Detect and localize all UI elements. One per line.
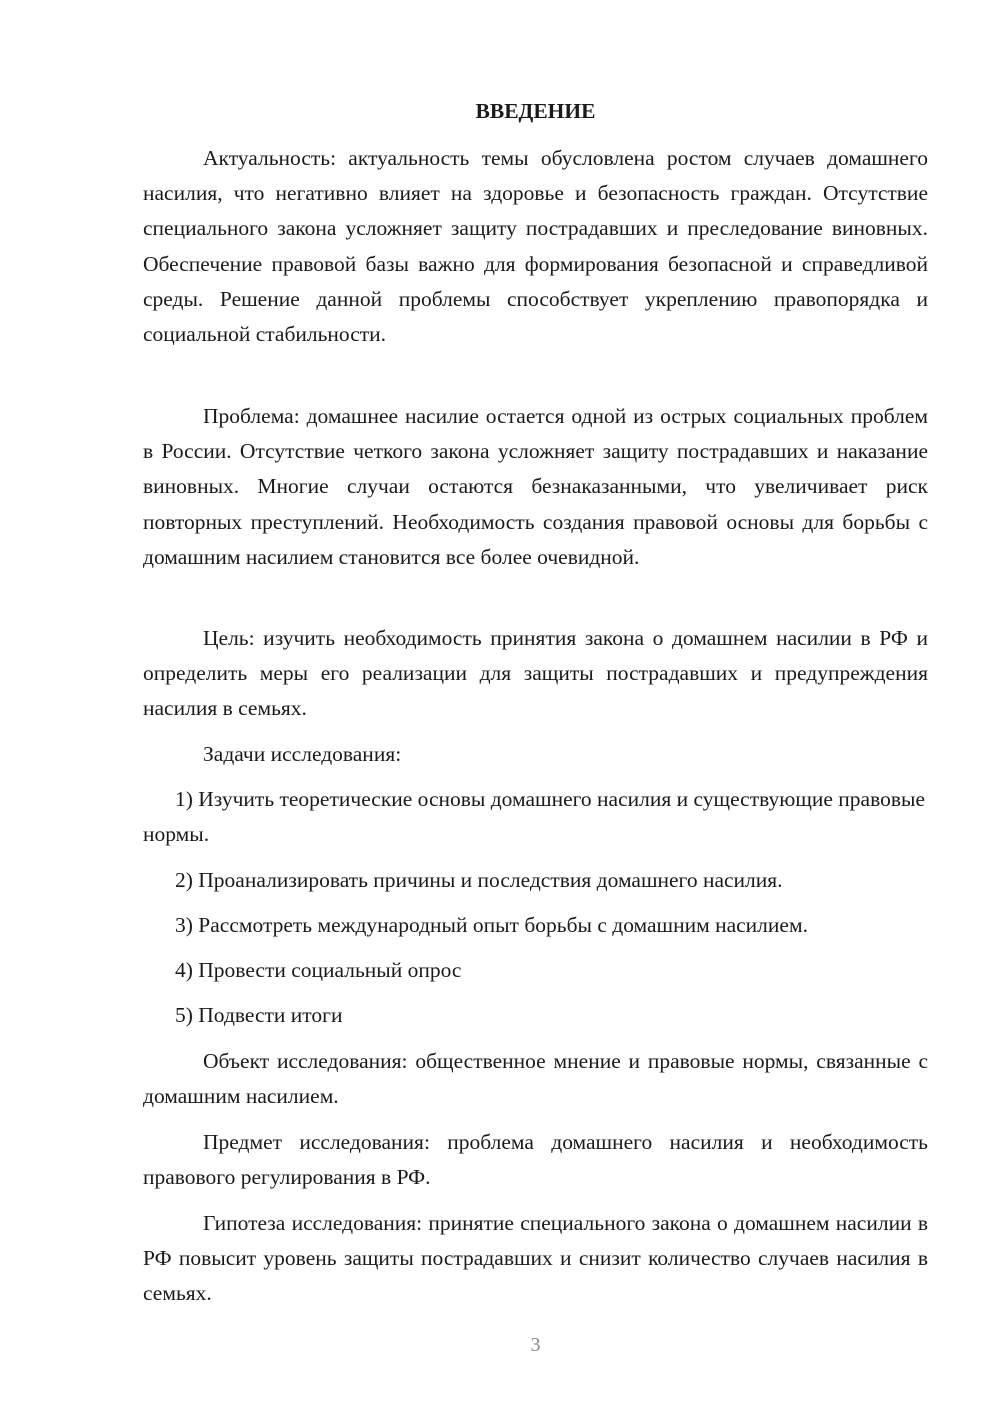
task-item-5: 5) Подвести итоги [175,1003,343,1027]
paragraph-subject: Предмет исследования: проблема домашнего насилия и необходимость правового регулирования в РФ. [143,1130,928,1190]
section-title: ВВЕДЕНИЕ [475,99,596,123]
task-item-2: 2) Проанализировать причины и последствия домашнего насилия. [175,868,783,892]
page-number: 3 [530,1334,541,1356]
task-item-4: 4) Провести социальный опрос [175,958,462,982]
paragraph-goal: Цель: изучить необходимость принятия закона о домашнем насилии в РФ и определить меры его реализации для защиты пострадавших и предупреждения насилия в семьях. [143,626,928,721]
paragraph-object: Объект исследования: общественное мнение и правовые нормы, связанные с домашним насилием. [143,1049,928,1109]
task-item-1: 1) Изучить теоретические основы домашнего насилия и существующие правовые нормы. [143,787,925,847]
tasks-heading: Задачи исследования: [203,742,402,766]
paragraph-relevance: Актуальность: актуальность темы обусловлена ростом случаев домашнего насилия, что негативно влияет на здоровье и безопасность граждан. Отсутствие специального закона усложняет защиту пострадавших и преследование виновных. Обеспечение правовой базы важно для формирования безопасной и справедливой среды. Решение данной проблемы способствует укреплению правопорядка и социальной стабильности. [143,146,928,347]
paragraph-hypothesis: Гипотеза исследования: принятие специального закона о домашнем насилии в РФ повысит уровень защиты пострадавших и снизит количество случаев насилия в семьях. [143,1211,928,1306]
document-page [143,0,928,1414]
paragraph-problem: Проблема: домашнее насилие остается одной из острых социальных проблем в России. Отсутствие четкого закона усложняет защиту пострадавших и наказание виновных. Многие случаи остаются безнаказанными, что увеличивает риск повторных преступлений. Необходимость создания правовой основы для борьбы с домашним насилием становится все более очевидной. [143,404,928,569]
task-item-3: 3) Рассмотреть международный опыт борьбы с домашним насилием. [175,913,808,937]
